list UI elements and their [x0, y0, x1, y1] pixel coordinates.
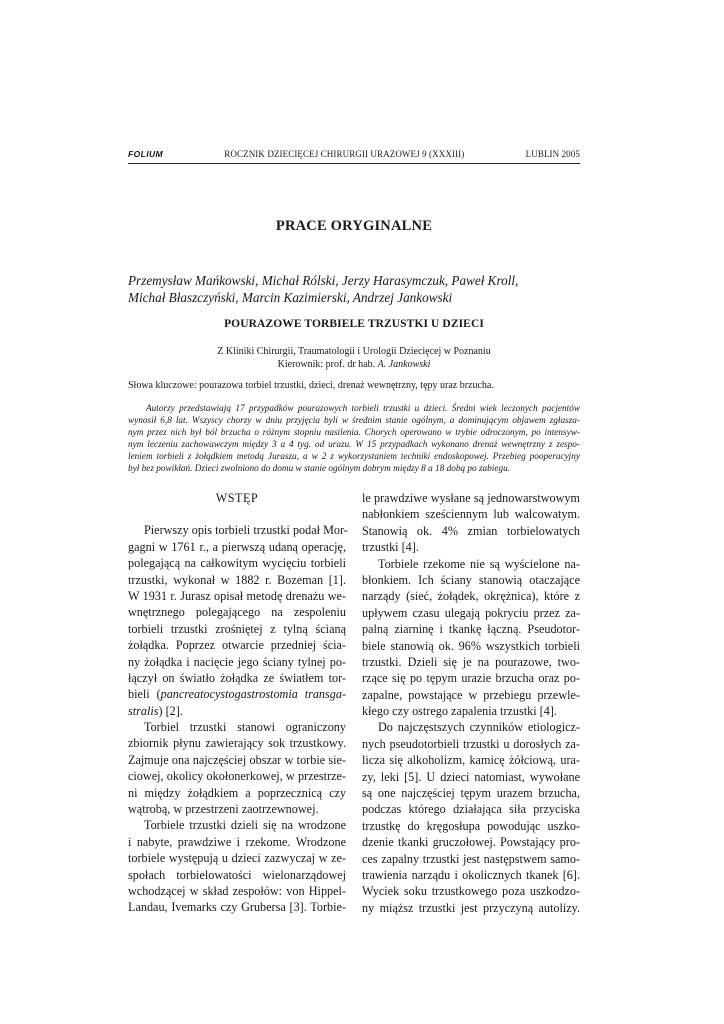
body-line: ny miąższ trzustki jest przyczyną autolizy. — [362, 900, 580, 915]
abstract-line: wynosił 6,8 lat. Wszyscy chorzy w dniu przyjęcia byli w średnim stanie ogólnym, a dominującym objawem zgłasza- — [128, 416, 580, 427]
body-line: Pierwszy opis torbieli trzustki podał Mor- — [144, 523, 348, 538]
body-line: torbieli trzustki zrośniętej z tylną ścianą — [128, 621, 346, 636]
body-line: ni między żołądkiem a poprzecznicą czy — [128, 785, 346, 800]
body-line: rzące się po tępym urazie brzucha oraz po- — [362, 671, 580, 686]
left-column — [128, 490, 346, 916]
clinic-head-name: A. Jankowski — [377, 358, 431, 370]
abstract-line: nym leczeniu zachowawczym między 3 a 4 tyg. od urazu. W 15 przypadkach wykonano drenaż wewnętrzny z zespo- — [128, 440, 580, 451]
body-line: ces zapalny trzustki jest następstwem samo- — [362, 851, 580, 866]
clinic-name: Z Kliniki Chirurgii, Traumatologii i Urologii Dziecięcej w Poznaniu — [217, 346, 491, 357]
abstract-line: nym przez nich był ból brzucha o różnym stopniu nasilenia. Chorych operowano w trybie odroczonym, po intensyw- — [128, 428, 580, 439]
body-line: biele stanowią ok. 96% wszystkich torbieli — [362, 638, 580, 653]
clinic-head-prefix: Kierownik: prof. dr hab. — [277, 358, 378, 370]
body-line: Zajmuje ona najczęściej obszar w torbie sie- — [128, 752, 346, 767]
section-heading: PRACE ORYGINALNE — [275, 218, 433, 234]
body-line: Stanowią ok. 4% zmian torbielowatych — [362, 523, 580, 538]
body-line: ny żołądka i nacięcie jego ściany tylnej po- — [128, 654, 346, 669]
body-line: zbiornik płynu zawierający sok trzustkowy. — [128, 736, 346, 751]
body-text: bieli ( — [128, 687, 161, 702]
journal-title: ROCZNIK DZIECIĘCEJ CHIRURGII URAZOWEJ 9 (XXXIII) — [224, 149, 465, 159]
latin-term: stralis — [128, 703, 159, 718]
body-line: trawienia narządu i okolicznych tkanek [6]. — [362, 867, 580, 882]
abstract-line: Autorzy przedstawiają 17 przypadków pourazowych torbieli trzustki u dzieci. Średni wiek leczonych pacjentów — [146, 404, 580, 414]
body-line: W 1931 r. Jurasz opisał metodę drenażu we- — [128, 588, 346, 603]
latin-term: pancreatocystogastrostomia transga- — [160, 687, 346, 702]
body-line: torbiele występują u dzieci zazwyczaj w ze- — [128, 851, 346, 866]
body-line: narządy (sieć, żołądek, okrężnica), które z — [362, 589, 580, 604]
header-rule — [128, 163, 580, 164]
body-line — [128, 686, 346, 702]
body-line: i nabyte, prawdziwe i rzekome. Wrodzone — [128, 834, 346, 849]
body-line: wątrobą, w przestrzeni zaotrzewnowej. — [128, 802, 319, 817]
body-line: upływem czasu ulegają pokryciu przez za- — [362, 605, 580, 620]
body-line: Torbiele trzustki dzieli się na wrodzone — [144, 818, 346, 833]
body-line: zy, leki [5]. U dzieci natomiast, wywołane — [362, 769, 580, 784]
authors — [128, 272, 580, 306]
body-line: Do najczęstszych czynników etiologicz- — [378, 720, 580, 735]
body-line: palną ziarninę i tkankę łączną. Pseudotor- — [362, 622, 580, 637]
body-line: społach torbielowatości wielonarządowej — [128, 867, 346, 882]
place-year: LUBLIN 2005 — [525, 149, 580, 159]
body-line: Wyciek soku trzustkowego poza uszkodzo- — [362, 884, 580, 899]
body-line: nych pseudotorbieli trzustki u dorosłych za- — [362, 736, 580, 751]
body-line: Landau, Ivemarks czy Grubersa [3]. Torbie- — [128, 900, 346, 915]
body-line: trzustki. Dzieli się je na pourazowe, two- — [362, 654, 580, 669]
body-line: trzustkę do kręgosłupa powodując uszko- — [362, 818, 580, 833]
body-line: polegającą na całkowitym wycięciu torbieli — [128, 556, 346, 571]
body-line: Torbiel trzustki stanowi ograniczony — [144, 720, 346, 735]
body-line: trzustki, wykonał w 1882 r. Bozeman [1]. — [128, 572, 346, 587]
body-line: zapalne, powstające w przebiegu przewle- — [362, 687, 580, 702]
authors-line: Przemysław Mańkowski, Michał Rólski, Jerzy Harasymczuk, Paweł Kroll, — [128, 273, 519, 288]
right-column — [362, 490, 580, 916]
body-text: ) [2]. — [158, 703, 183, 718]
folium-label: FOLIUM — [128, 149, 163, 159]
abstract-line: leniem torbieli z żołądkiem metodą Jurasza, a w 2 z wykorzystaniem techniki endoskopowej. Przebieg pooperacyjny — [128, 452, 580, 463]
body-line: kłego czy ostrego zapalenia trzustki [4]. — [362, 704, 557, 719]
body-line: żołądka. Poprzez otwarcie przedniej ścia- — [128, 638, 346, 653]
body-line: dzenie tkanki gruczołowej. Powstający pro- — [362, 835, 580, 850]
abstract-line: był bez powikłań. Dzieci zwolniono do domu w stanie ogólnym dobrym między 8 a 18 dobą po zabiegu. — [128, 464, 511, 475]
body-line: podczas którego działająca siła przyciska — [362, 802, 580, 817]
article-title: POURAZOWE TORBIELE TRZUSTKI U DZIECI — [224, 318, 484, 330]
clinic-head — [128, 359, 580, 372]
body-line: Torbiele rzekome nie są wyścielone na- — [378, 556, 580, 571]
intro-heading: WSTĘP — [215, 491, 259, 505]
body-line: nabłonkiem sześciennym lub walcowatym. — [362, 507, 580, 522]
body-line: błonkiem. Ich ściany stanowią otaczające — [362, 572, 580, 587]
abstract — [128, 403, 580, 476]
affiliation — [128, 346, 580, 371]
keywords: Słowa kluczowe: pourazowa torbiel trzustki, dzieci, drenaż wewnętrzny, tępy uraz brzucha. — [128, 380, 494, 391]
body-line: są one najczęściej tępym urazem brzucha, — [362, 786, 580, 801]
body-line: trzustki [4]. — [362, 540, 419, 555]
body-line: ciowej, okolicy okołonerkowej, w przestrze- — [128, 769, 346, 784]
body-line: licza się alkoholizm, kamicę żółciową, ura- — [362, 753, 580, 768]
body-line: gagni w 1761 r., a pierwszą udaną operację, — [128, 539, 346, 554]
body-line: łączył on światło żołądka ze światłem tor- — [128, 670, 346, 685]
body-line: le prawdziwe wysłane są jednowarstwowym — [362, 491, 580, 505]
body-line: wnętrznego polegającego na zespoleniu — [128, 605, 346, 620]
body-line: wchodzącej w skład zespołów: von Hippel- — [128, 883, 346, 898]
authors-line: Michał Błaszczyński, Marcin Kazimierski, Andrzej Jankowski — [128, 290, 453, 305]
body-line — [128, 703, 346, 719]
running-head — [128, 149, 580, 159]
